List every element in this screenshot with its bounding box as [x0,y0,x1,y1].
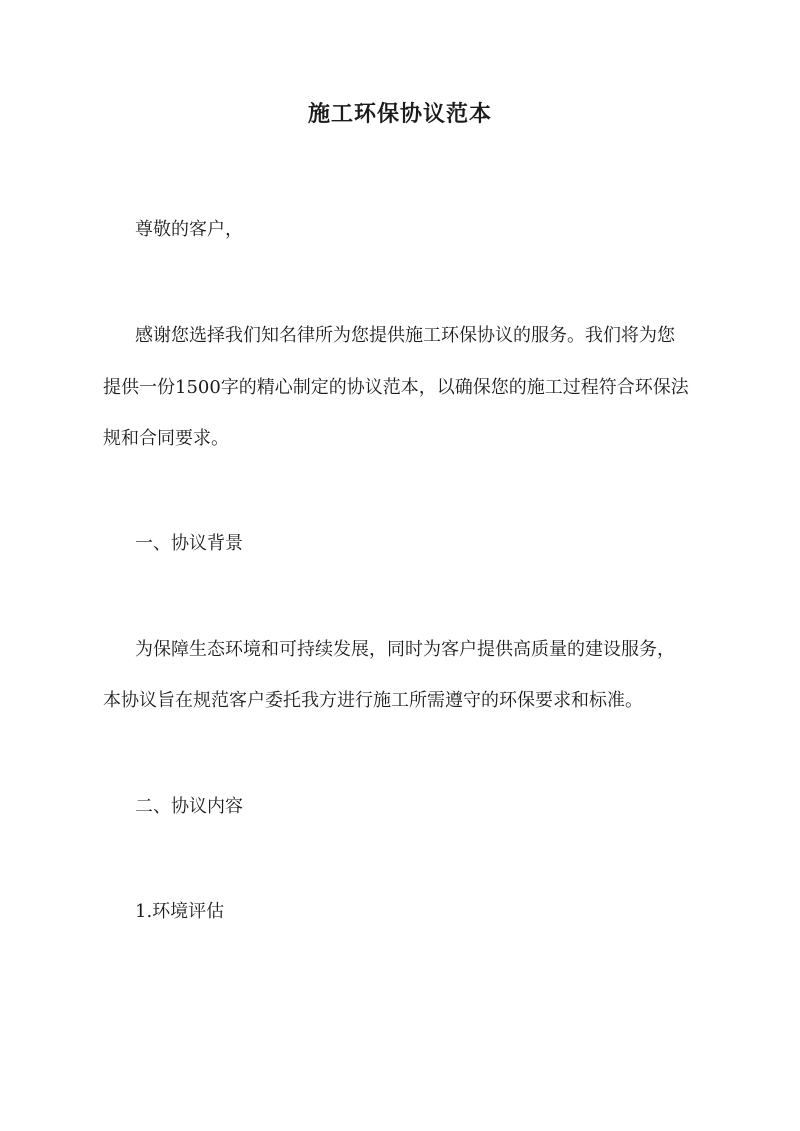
section-heading-background: 一、协议背景 [135,533,243,554]
subheading-environmental-assessment: 1.环境评估 [135,901,225,922]
background-line-1: 为保障生态环境和可持续发展，同时为客户提供高质量的建设服务， [135,639,675,660]
intro-line-1: 感谢您选择我们知名律所为您提供施工环保协议的服务。我们将为您 [135,325,675,346]
intro-line-3: 规和合同要求。 [103,428,229,449]
salutation: 尊敬的客户， [135,219,243,240]
background-line-2: 本协议旨在规范客户委托我方进行施工所需遵守的环保要求和标准。 [103,690,643,711]
intro-line-2: 提供一份1500字的精心制定的协议范本，以确保您的施工过程符合环保法 [103,377,689,398]
section-heading-content: 二、协议内容 [135,796,243,817]
document-title: 施工环保协议范本 [307,101,492,127]
